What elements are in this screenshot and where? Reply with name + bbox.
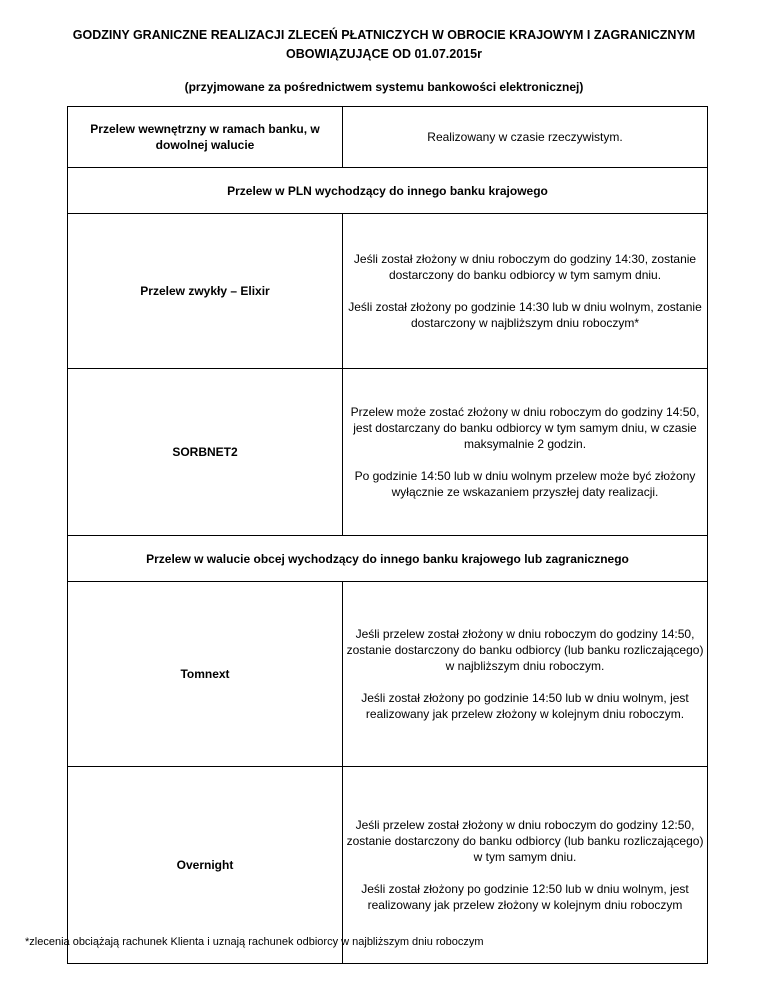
sorbnet-desc-paragraph-2: Po godzinie 14:50 lub w dniu wolnym przelew może być złożony wyłącznie ze wskazaniem przyszłej daty realizacji. [354,469,696,499]
table-row-overnight [68,767,708,964]
sorbnet-label-cell [68,369,343,536]
tomnext-desc-paragraph-1: Jeśli przelew został złożony w dniu roboczym do godziny 14:50, zostanie dostarczony do banku odbiorcy (lub banku rozliczającego) w najbliższym dniu roboczym. [346,627,704,673]
elixir-desc-paragraph-2: Jeśli został złożony po godzinie 14:30 lub w dniu wolnym, zostanie dostarczony w najbliższym dniu roboczym* [348,300,702,330]
footnote: *zlecenia obciążają rachunek Klienta i uznają rachunek odbiorcy w najbliższym dniu roboczym [25,936,484,948]
sorbnet-desc-cell [343,369,708,536]
overnight-label: Overnight [176,858,234,872]
overnight-desc-paragraph-1: Jeśli przelew został złożony w dniu roboczym do godziny 12:50, zostanie dostarczony do banku odbiorcy (lub banku rozliczającego) w tym samym dniu. [346,818,704,864]
tomnext-desc-paragraph-2: Jeśli został złożony po godzinie 14:50 lub w dniu wolnym, jest realizowany jak przelew złożony w kolejnym dniu roboczym. [361,691,689,721]
elixir-label: Przelew zwykły – Elixir [140,284,270,298]
overnight-label-cell [68,767,343,964]
table-row-elixir [68,214,708,369]
table-row-internal [68,107,708,168]
internal-transfer-label-cell [68,107,343,168]
tomnext-label: Tomnext [180,667,230,681]
table-row-section-fx [68,536,708,582]
document-subtitle: (przyjmowane za pośrednictwem systemu bankowości elektronicznej) [184,80,584,94]
overnight-desc-cell [343,767,708,964]
document-title [0,26,768,64]
section-header-pln: Przelew w PLN wychodzący do innego banku krajowego [68,168,708,214]
table-row-section-pln [68,168,708,214]
title-line-2: OBOWIĄZUJĄCE OD 01.07.2015r [286,47,482,61]
elixir-label-cell [68,214,343,369]
elixir-desc-paragraph-1: Jeśli został złożony w dniu roboczym do godziny 14:30, zostanie dostarczony do banku odbiorcy w tym samym dniu. [353,252,697,282]
sorbnet-desc-paragraph-1: Przelew może zostać złożony w dniu roboczym do godziny 14:50, jest dostarczany do banku odbiorcy w tym samym dniu, w czasie maksymalnie 2 godzin. [350,405,700,451]
internal-transfer-desc-cell [343,107,708,168]
internal-transfer-label: Przelew wewnętrzny w ramach banku, w dowolnej walucie [90,122,320,152]
section-header-fx: Przelew w walucie obcej wychodzący do innego banku krajowego lub zagranicznego [68,536,708,582]
tomnext-desc-cell [343,582,708,767]
table-row-tomnext [68,582,708,767]
internal-transfer-desc: Realizowany w czasie rzeczywistym. [427,130,623,144]
overnight-desc-paragraph-2: Jeśli został złożony po godzinie 12:50 lub w dniu wolnym, jest realizowany jak przelew złożony w kolejnym dniu roboczym [361,882,689,912]
table-row-sorbnet [68,369,708,536]
tomnext-label-cell [68,582,343,767]
cutoff-times-table [67,106,708,964]
title-line-1: GODZINY GRANICZNE REALIZACJI ZLECEŃ PŁATNICZYCH W OBROCIE KRAJOWYM I ZAGRANICZNYM [72,28,696,42]
elixir-desc-cell [343,214,708,369]
sorbnet-label: SORBNET2 [172,445,238,459]
